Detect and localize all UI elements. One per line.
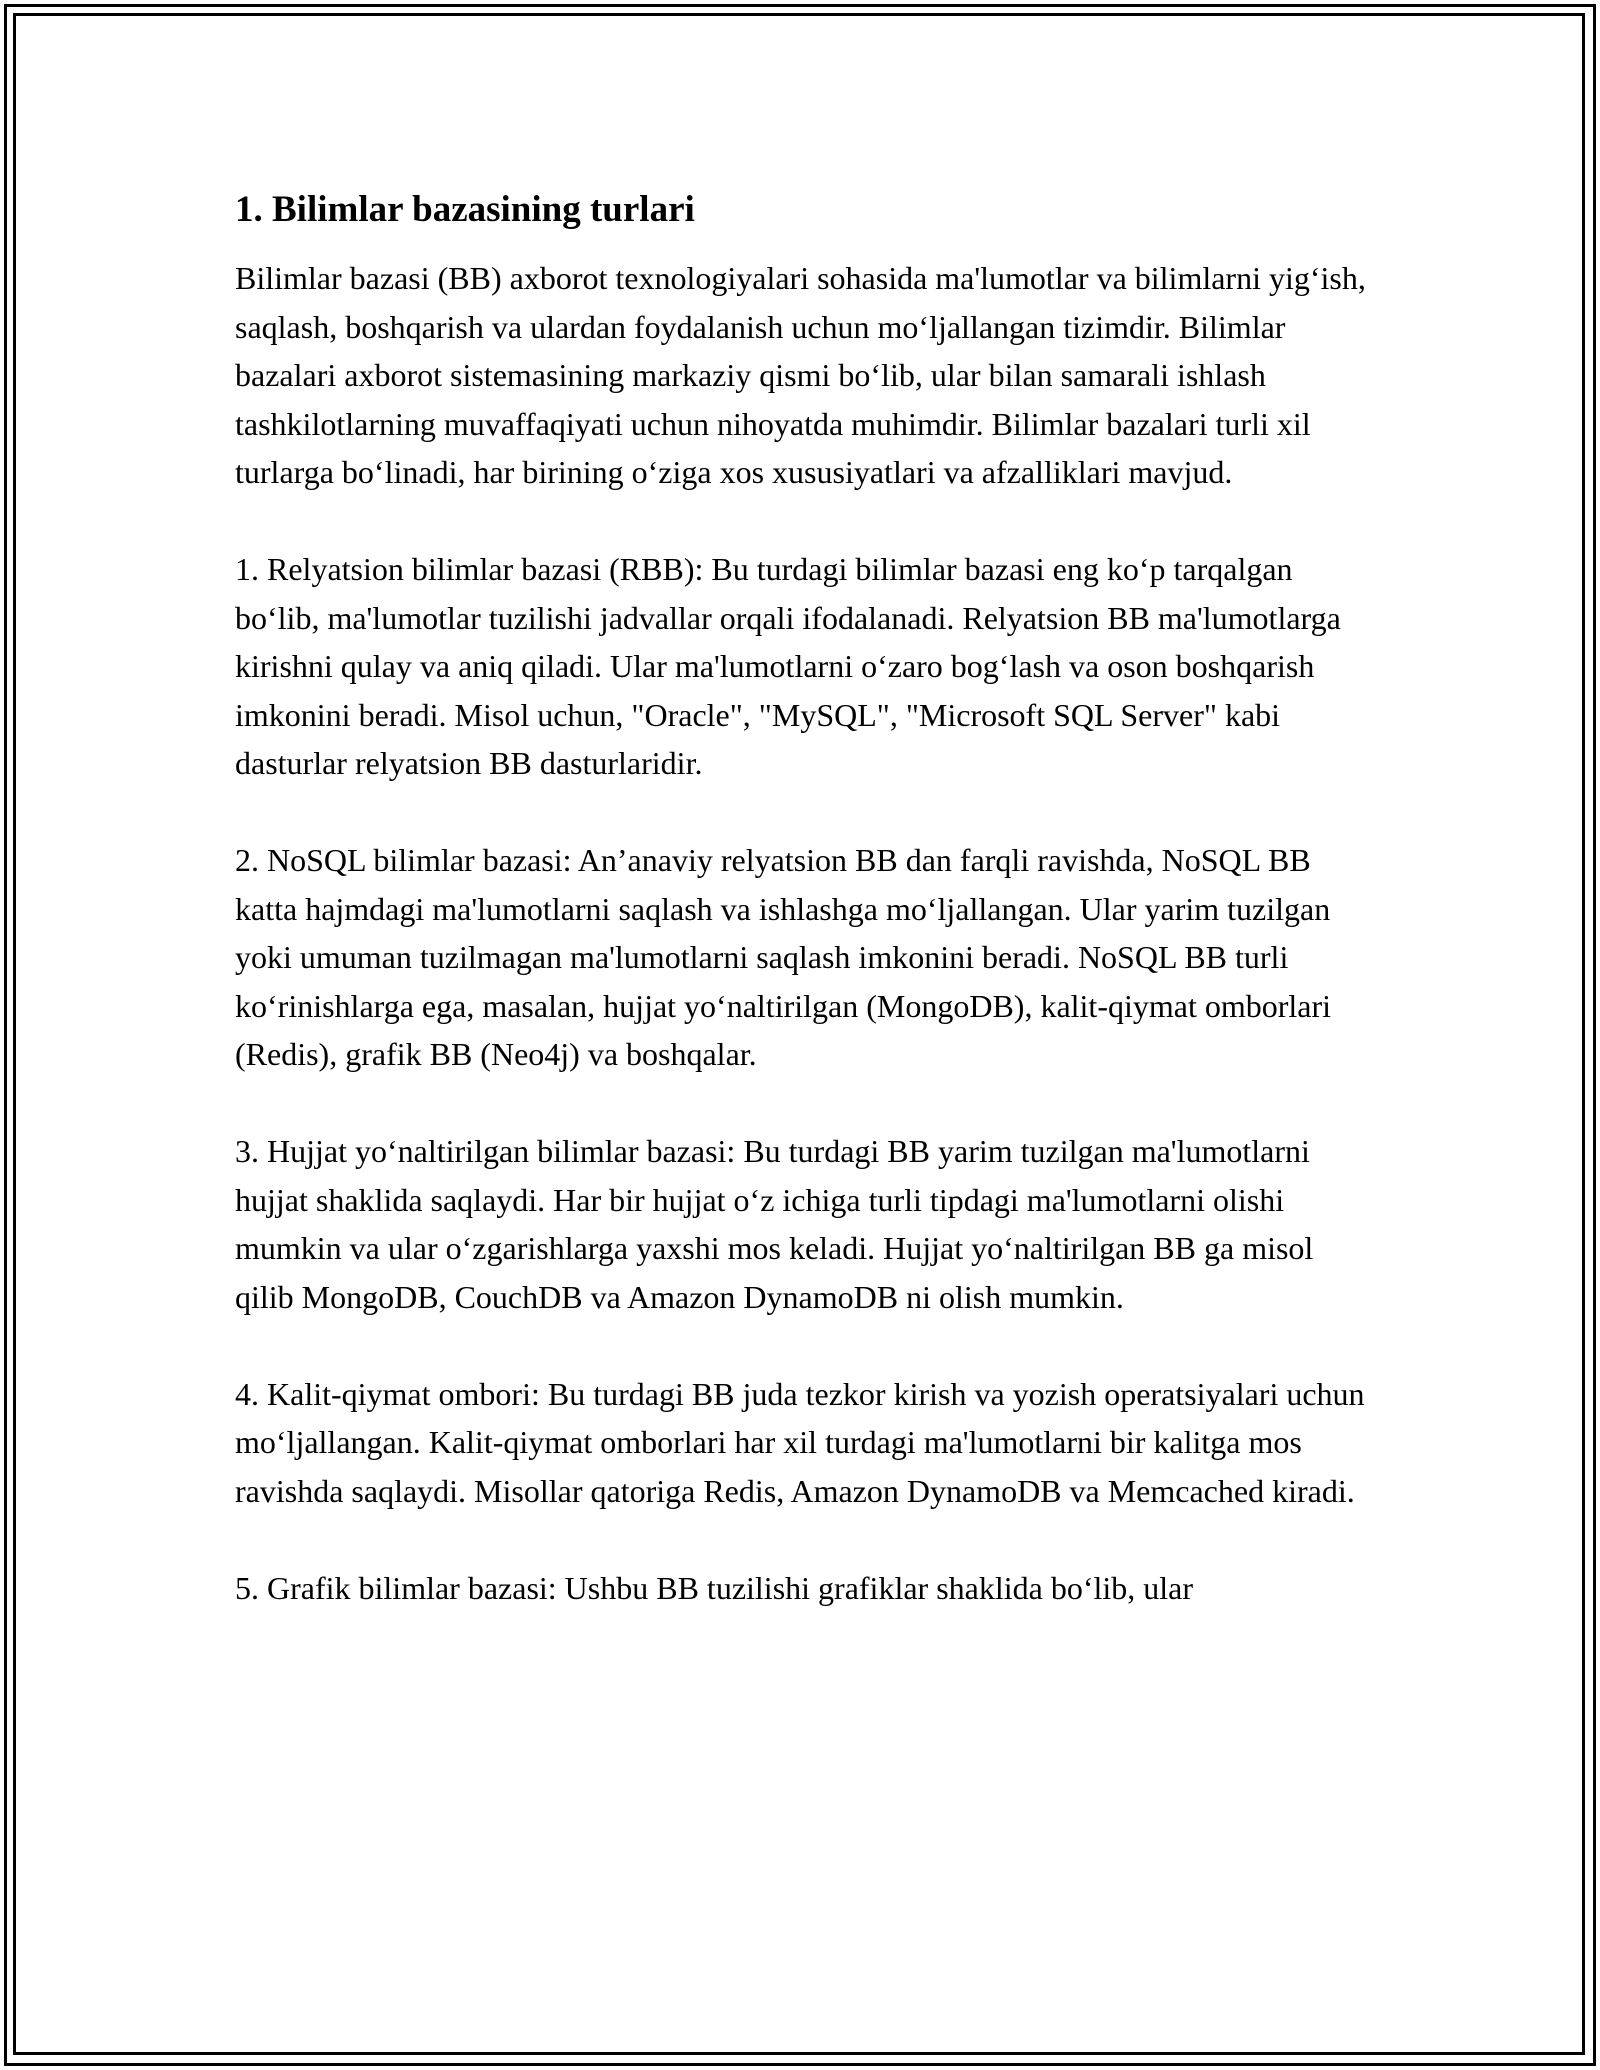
paragraph-nosql-kb: 2. NoSQL bilimlar bazasi: An’anaviy relyatsion BB dan farqli ravishda, NoSQL BB katta hajmdagi ma'lumotlarni saqlash va ishlashga mo‘ljallangan. Ular yarim tuzilgan yoki umuman tuzilmagan ma'lumotlarni saqlash imkonini beradi. NoSQL BB turli ko‘rinishlarga ega, masalan, hujjat yo‘naltirilgan (MongoDB), kalit-qiymat omborlari (Redis), grafik BB (Neo4j) va boshqalar. — [235, 842, 1332, 1072]
intro-paragraph: Bilimlar bazasi (BB) axborot texnologiyalari sohasida ma'lumotlar va bilimlarni yig‘ish, saqlash, boshqarish va ulardan foydalanish uchun mo‘ljallangan tizimdir. Bilimlar bazalari axborot sistemasining markaziy qismi bo‘lib, ular bilan samarali ishlash tashkilotlarning muvaffaqiyati uchun nihoyatda muhimdir. Bilimlar bazalari turli xil turlarga bo‘linadi, har birining o‘ziga xos xususiyatlari va afzalliklari mavjud. — [235, 260, 1366, 490]
paragraph-relational-kb: 1. Relyatsion bilimlar bazasi (RBB): Bu turdagi bilimlar bazasi eng ko‘p tarqalgan bo‘lib, ma'lumotlar tuzilishi jadvallar orqali ifodalanadi. Relyatsion BB ma'lumotlarga kirishni qulay va aniq qiladi. Ular ma'lumotlarni o‘zaro bog‘lash va oson boshqarish imkonini beradi. Misol uchun, "Oracle", "MySQL", "Microsoft SQL Server" kabi dasturlar relyatsion BB dasturlaridir. — [235, 551, 1341, 781]
paragraph-key-value-store: 4. Kalit-qiymat ombori: Bu turdagi BB juda tezkor kirish va yozish operatsiyalari uchun mo‘ljallangan. Kalit-qiymat omborlari har xil turdagi ma'lumotlarni bir kalitga mos ravishda saqlaydi. Misollar qatoriga Redis, Amazon DynamoDB va Memcached kiradi. — [235, 1375, 1365, 1509]
paragraph-graph-kb: 5. Grafik bilimlar bazasi: Ushbu BB tuzilishi grafiklar shaklida bo‘lib, ular — [235, 1569, 1194, 1606]
document-body — [235, 186, 1370, 1612]
section-title: 1. Bilimlar bazasining turlari — [235, 189, 695, 230]
paragraph-document-oriented-kb: 3. Hujjat yo‘naltirilgan bilimlar bazasi: Bu turdagi BB yarim tuzilgan ma'lumotlarni hujjat shaklida saqlaydi. Har bir hujjat o‘z ichiga turli tipdagi ma'lumotlarni olishi mumkin va ular o‘zgarishlarga yaxshi mos keladi. Hujjat yo‘naltirilgan BB ga misol qilib MongoDB, CouchDB va Amazon DynamoDB ni olish mumkin. — [235, 1133, 1314, 1315]
